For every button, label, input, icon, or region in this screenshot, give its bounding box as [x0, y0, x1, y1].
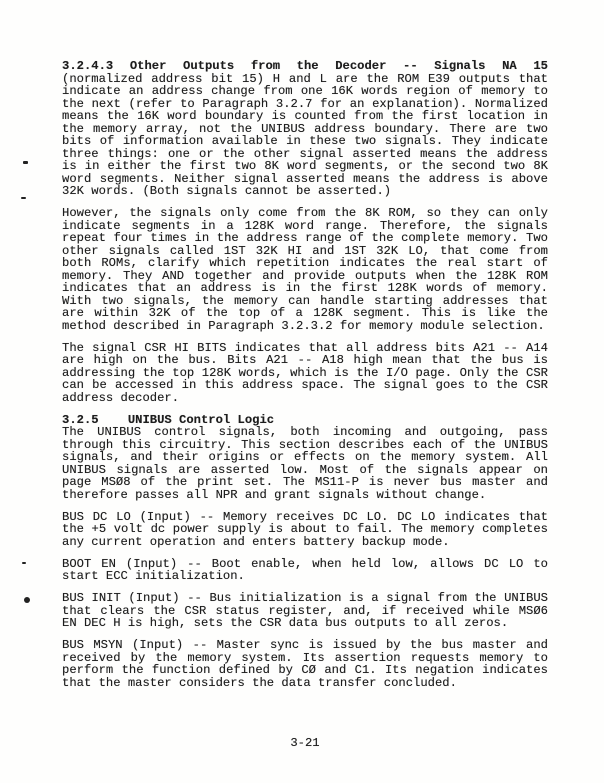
- text-line: that clears the CSR status register, and, if received while MSØ6: [62, 603, 548, 618]
- text-line: BUS MSYN (Input) -- Master sync is issued by the bus master and: [62, 638, 548, 652]
- text-line: perform the function defined by CØ and C1. Its negation indicates: [62, 663, 548, 677]
- paragraph-however-8k-rom: [62, 207, 548, 332]
- text-line: 32K words. (Both signals cannot be asserted.): [62, 184, 392, 198]
- text-line: BUS DC LO (Input) -- Memory receives DC LO. DC LO indicates that: [62, 509, 548, 524]
- text-line: With two signals, the memory can handle starting addresses that: [62, 293, 548, 308]
- paragraph-csr-hi-bits: [62, 342, 548, 405]
- text-line: signals, and their origins or effects on the memory system. All: [62, 450, 548, 464]
- text-line: received by the memory system. Its assertion requests memory to: [62, 650, 548, 665]
- text-line: other signals called 1ST 32K HI and 1ST 32K LO, that come from: [62, 243, 548, 258]
- paragraph-unibus-control-signals: [62, 426, 548, 501]
- paragraph-bus-init: [62, 592, 548, 630]
- margin-ink-speck-2: [21, 197, 26, 199]
- margin-ink-dot-4: [24, 597, 30, 603]
- text-line: page MSØ8 of the print set. The MS11-P is never bus master and: [62, 475, 548, 489]
- text-line: the +5 volt dc power supply is about to fail. The memory completes: [62, 522, 548, 536]
- text-line: word segments. Neither signal asserted means the address is above: [62, 171, 548, 186]
- paragraph-boot-en: [62, 558, 548, 583]
- paragraph-bus-dc-lo: [62, 511, 548, 549]
- text-line: can be accessed in this address space. The signal goes to the CSR: [62, 378, 548, 392]
- text-line: both ROMs, clarify which repetition indicates the real start of: [62, 256, 548, 270]
- text-line: the next (refer to Paragraph 3.2.7 for an explanation). Normalized: [62, 96, 548, 111]
- text-line: the memory array, not the UNIBUS address boundary. There are two: [62, 121, 548, 136]
- margin-ink-speck-1: [23, 161, 28, 164]
- document-text-block: [62, 60, 548, 699]
- text-line: means the 16K word boundary is counted from the first location in: [62, 109, 548, 123]
- text-line: repeat four times in the address range of the complete memory. Two: [62, 231, 548, 245]
- text-line: that the master considers the data transfer concluded.: [62, 675, 457, 690]
- text-line: memory. They AND together and provide outputs when the 128K ROM: [62, 268, 548, 283]
- text-line: any current operation and enters battery backup mode.: [62, 534, 450, 549]
- text-line: are high on the bus. Bits A21 -- A18 high mean that the bus is: [62, 353, 548, 367]
- text-line: 3.2.4.3 Other Outputs from the Decoder -- Signals NA 15: [62, 59, 548, 73]
- text-line: BOOT EN (Input) -- Boot enable, when held low, allows DC LO to: [62, 556, 548, 571]
- text-line: EN DEC H is high, sets the CSR data bus outputs to all zeros.: [62, 616, 509, 630]
- text-line: are within 32K of the top of a 128K segment. This is like the: [62, 306, 548, 320]
- text-line: (normalized address bit 15) H and L are the ROM E39 outputs that: [62, 71, 548, 86]
- text-line: indicate segments in a 128K word range. Therefore, the signals: [62, 218, 548, 233]
- text-line: 3.2.5 UNIBUS Control Logic: [62, 412, 275, 427]
- text-line: through this circuitry. This section describes each of the UNIBUS: [62, 437, 548, 452]
- paragraph-3-2-4-3-other-outputs: [62, 60, 548, 198]
- text-line: The signal CSR HI BITS indicates that all address bits A21 -- A14: [62, 340, 548, 355]
- text-line: addressing the top 128K words, which is the I/O page. Only the CSR: [62, 365, 548, 380]
- text-line: BUS INIT (Input) -- Bus initialization is a signal from the UNIBUS: [62, 591, 548, 605]
- paragraph-bus-msyn: [62, 639, 548, 689]
- text-line: indicates that an address is in the first 128K words of memory.: [62, 281, 548, 295]
- text-line: method described in Paragraph 3.2.3.2 for memory module selection.: [62, 318, 545, 333]
- margin-ink-speck-3: [22, 562, 26, 564]
- text-line: indicate an address change from one 16K words region of memory to: [62, 84, 548, 98]
- text-line: start ECC initialization.: [62, 569, 245, 583]
- text-line: address decoder.: [62, 390, 180, 405]
- text-line: therefore passes all NPR and grant signals without change.: [62, 487, 487, 502]
- text-line: bits of information available in these two signals. They indicate: [62, 134, 548, 148]
- text-line: UNIBUS signals are asserted low. Most of the signals appear on: [62, 462, 548, 477]
- text-line: three things: one or the other signal asserted means the address: [62, 146, 548, 161]
- text-line: However, the signals only come from the 8K ROM, so they can only: [62, 206, 548, 220]
- text-line: The UNIBUS control signals, both incoming and outgoing, pass: [62, 425, 548, 439]
- text-line: is in either the first two 8K word segments, or the second two 8K: [62, 159, 548, 173]
- page-number: 3-21: [290, 736, 320, 750]
